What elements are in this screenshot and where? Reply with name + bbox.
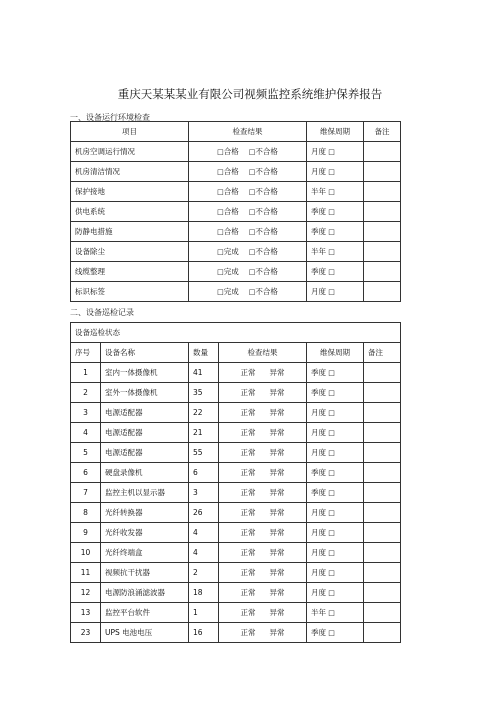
quantity-cell: 55 — [189, 443, 219, 463]
remark-cell[interactable] — [364, 583, 401, 603]
option-label: 合格 — [223, 207, 239, 216]
device-name-cell: 监控平台软件 — [101, 603, 189, 623]
table-row — [71, 202, 401, 222]
period-label: 月度 — [311, 287, 326, 296]
table-header-row — [71, 343, 401, 363]
quantity-cell: 6 — [189, 463, 219, 483]
quantity-cell: 4 — [189, 523, 219, 543]
period-label: 季度 — [311, 628, 326, 637]
checkbox-icon[interactable]: □ — [217, 168, 224, 176]
status-abnormal-label[interactable]: 异常 — [269, 508, 285, 517]
period-cell — [307, 222, 364, 242]
remark-cell[interactable] — [364, 162, 401, 182]
remark-cell[interactable] — [364, 363, 401, 383]
period-cell — [307, 262, 364, 282]
table-row — [71, 563, 401, 583]
status-abnormal-label[interactable]: 异常 — [269, 388, 285, 397]
result-cell — [219, 403, 307, 423]
period-label: 季度 — [311, 368, 326, 377]
remark-cell[interactable] — [364, 623, 401, 643]
checkbox-icon[interactable]: □ — [326, 409, 335, 417]
period-label: 半年 — [311, 187, 326, 196]
period-label: 月度 — [311, 508, 326, 517]
device-name-cell: 电源适配器 — [101, 403, 189, 423]
option-label: 完成 — [223, 247, 239, 256]
option-label: 不合格 — [255, 227, 278, 236]
table-row — [71, 242, 401, 262]
period-cell — [307, 202, 364, 222]
checkbox-icon[interactable]: □ — [248, 288, 256, 296]
serial-cell: 11 — [71, 563, 101, 583]
result-cell — [189, 222, 307, 242]
table-row — [71, 423, 401, 443]
header-cell: 维保周期 — [307, 343, 364, 363]
result-cell — [219, 383, 307, 403]
serial-cell: 10 — [71, 543, 101, 563]
checkbox-icon[interactable]: □ — [326, 228, 335, 236]
table-row — [71, 503, 401, 523]
serial-cell: 23 — [71, 623, 101, 643]
checkbox-icon[interactable]: □ — [217, 248, 224, 256]
quantity-cell: 22 — [189, 403, 219, 423]
status-normal-label[interactable]: 正常 — [240, 488, 256, 497]
period-cell — [307, 463, 364, 483]
checkbox-icon[interactable]: □ — [326, 589, 335, 597]
period-label: 月度 — [311, 528, 326, 537]
status-abnormal-label[interactable]: 异常 — [269, 408, 285, 417]
quantity-cell: 3 — [189, 483, 219, 503]
option-label: 不合格 — [255, 187, 278, 196]
item-cell: 设备除尘 — [71, 242, 189, 262]
checkbox-icon[interactable]: □ — [326, 268, 335, 276]
period-cell — [307, 583, 364, 603]
period-cell — [307, 603, 364, 623]
result-cell — [189, 162, 307, 182]
period-label: 月度 — [311, 448, 326, 457]
period-label: 季度 — [311, 207, 326, 216]
result-cell — [189, 142, 307, 162]
device-name-cell: 室外一体摄像机 — [101, 383, 189, 403]
status-abnormal-label[interactable]: 异常 — [269, 568, 285, 577]
period-label: 季度 — [311, 488, 326, 497]
table-row — [71, 182, 401, 202]
result-cell — [219, 623, 307, 643]
header-cell: 备注 — [364, 122, 401, 142]
status-normal-label[interactable]: 正常 — [240, 388, 256, 397]
table-row — [71, 483, 401, 503]
remark-cell[interactable] — [364, 403, 401, 423]
serial-cell: 6 — [71, 463, 101, 483]
serial-cell: 9 — [71, 523, 101, 543]
checkbox-icon[interactable]: □ — [217, 148, 224, 156]
period-label: 月度 — [311, 548, 326, 557]
result-cell — [189, 182, 307, 202]
quantity-cell: 26 — [189, 503, 219, 523]
status-abnormal-label[interactable]: 异常 — [269, 528, 285, 537]
result-cell — [219, 563, 307, 583]
device-name-cell: 光纤转换器 — [101, 503, 189, 523]
period-label: 月度 — [311, 568, 326, 577]
remark-cell[interactable] — [364, 503, 401, 523]
status-normal-label[interactable]: 正常 — [240, 548, 256, 557]
remark-cell[interactable] — [364, 142, 401, 162]
period-cell — [307, 242, 364, 262]
status-abnormal-label[interactable]: 异常 — [269, 448, 285, 457]
period-label: 季度 — [311, 267, 326, 276]
status-normal-label[interactable]: 正常 — [240, 448, 256, 457]
option-label: 合格 — [223, 227, 239, 236]
section1-heading: 一、设备运行环境检查 — [70, 113, 150, 122]
remark-cell[interactable] — [364, 182, 401, 202]
period-cell — [307, 182, 364, 202]
option-label: 完成 — [223, 287, 239, 296]
item-cell: 供电系统 — [71, 202, 189, 222]
period-cell — [307, 483, 364, 503]
quantity-cell: 4 — [189, 543, 219, 563]
quantity-cell: 35 — [189, 383, 219, 403]
item-cell: 保护接地 — [71, 182, 189, 202]
header-cell: 检查结果 — [189, 122, 307, 142]
period-label: 月度 — [311, 147, 326, 156]
period-cell — [307, 563, 364, 583]
checkbox-icon[interactable]: □ — [326, 429, 335, 437]
table-row — [71, 363, 401, 383]
period-label: 季度 — [311, 468, 326, 477]
table-row — [71, 162, 401, 182]
remark-cell[interactable] — [364, 423, 401, 443]
item-cell: 线缆整理 — [71, 262, 189, 282]
period-label: 半年 — [311, 608, 326, 617]
status-normal-label[interactable]: 正常 — [240, 368, 256, 377]
period-cell — [307, 543, 364, 563]
period-cell — [307, 423, 364, 443]
period-label: 半年 — [311, 247, 326, 256]
table-row — [71, 463, 401, 483]
status-normal-label[interactable]: 正常 — [240, 508, 256, 517]
section2-heading: 二、设备巡检记录 — [70, 308, 134, 317]
checkbox-icon[interactable]: □ — [217, 268, 224, 276]
result-cell — [189, 262, 307, 282]
remark-cell[interactable] — [364, 523, 401, 543]
table-row — [71, 623, 401, 643]
checkbox-icon[interactable]: □ — [326, 208, 335, 216]
result-cell — [219, 583, 307, 603]
remark-cell[interactable] — [364, 543, 401, 563]
checkbox-icon[interactable]: □ — [326, 469, 335, 477]
item-cell: 标识标签 — [71, 282, 189, 302]
device-name-cell: 光纤终端盒 — [101, 543, 189, 563]
result-cell — [219, 483, 307, 503]
status-normal-label[interactable]: 正常 — [240, 628, 256, 637]
serial-cell: 7 — [71, 483, 101, 503]
inspection-record-table-body — [71, 323, 401, 643]
option-label: 合格 — [223, 167, 239, 176]
remark-cell[interactable] — [364, 282, 401, 302]
inspection-record-table — [70, 322, 401, 643]
option-label: 合格 — [223, 187, 239, 196]
serial-cell: 2 — [71, 383, 101, 403]
checkbox-icon[interactable]: □ — [326, 489, 335, 497]
result-cell — [219, 443, 307, 463]
checkbox-icon[interactable]: □ — [326, 168, 335, 176]
header-cell: 备注 — [364, 343, 401, 363]
period-label: 季度 — [311, 388, 326, 397]
device-name-cell: 电源适配器 — [101, 443, 189, 463]
remark-cell[interactable] — [364, 463, 401, 483]
option-label: 完成 — [223, 267, 239, 276]
result-cell — [219, 463, 307, 483]
checkbox-icon[interactable]: □ — [326, 369, 335, 377]
remark-cell[interactable] — [364, 563, 401, 583]
serial-cell: 4 — [71, 423, 101, 443]
checkbox-icon[interactable]: □ — [326, 188, 335, 196]
checkbox-icon[interactable]: □ — [248, 248, 256, 256]
environment-check-table-body — [71, 122, 401, 302]
checkbox-icon[interactable]: □ — [217, 288, 224, 296]
header-cell: 序号 — [71, 343, 101, 363]
item-cell: 机房清洁情况 — [71, 162, 189, 182]
option-label: 不合格 — [255, 287, 278, 296]
header-cell: 项目 — [71, 122, 189, 142]
page-title: 重庆天某某某业有限公司视频监控系统维护保养报告 — [117, 87, 383, 101]
remark-cell[interactable] — [364, 262, 401, 282]
option-label: 合格 — [223, 147, 239, 156]
period-cell — [307, 503, 364, 523]
status-normal-label[interactable]: 正常 — [240, 528, 256, 537]
status-abnormal-label[interactable]: 异常 — [269, 608, 285, 617]
checkbox-icon[interactable]: □ — [248, 228, 256, 236]
serial-cell: 13 — [71, 603, 101, 623]
serial-cell: 3 — [71, 403, 101, 423]
option-label: 不合格 — [255, 167, 278, 176]
status-abnormal-label[interactable]: 异常 — [269, 628, 285, 637]
serial-cell: 8 — [71, 503, 101, 523]
environment-check-table — [70, 121, 401, 302]
status-normal-label[interactable]: 正常 — [240, 428, 256, 437]
result-cell — [219, 423, 307, 443]
checkbox-icon[interactable]: □ — [326, 389, 335, 397]
table-row — [71, 543, 401, 563]
checkbox-icon[interactable]: □ — [326, 549, 335, 557]
item-cell: 机房空调运行情况 — [71, 142, 189, 162]
checkbox-icon[interactable]: □ — [248, 168, 256, 176]
status-abnormal-label[interactable]: 异常 — [269, 468, 285, 477]
device-name-cell: 电源适配器 — [101, 423, 189, 443]
checkbox-icon[interactable]: □ — [217, 228, 224, 236]
checkbox-icon[interactable]: □ — [326, 629, 335, 637]
table-row — [71, 603, 401, 623]
result-cell — [189, 242, 307, 262]
device-name-cell: 电源防浪涌滤波器 — [101, 583, 189, 603]
checkbox-icon[interactable]: □ — [248, 268, 256, 276]
period-cell — [307, 162, 364, 182]
quantity-cell: 1 — [189, 603, 219, 623]
period-label: 月度 — [311, 408, 326, 417]
checkbox-icon[interactable]: □ — [326, 509, 335, 517]
table-row — [71, 142, 401, 162]
status-abnormal-label[interactable]: 异常 — [269, 488, 285, 497]
quantity-cell: 18 — [189, 583, 219, 603]
quantity-cell: 16 — [189, 623, 219, 643]
result-cell — [219, 503, 307, 523]
status-normal-label[interactable]: 正常 — [240, 608, 256, 617]
serial-cell: 12 — [71, 583, 101, 603]
result-cell — [189, 202, 307, 222]
header-cell: 维保周期 — [307, 122, 364, 142]
remark-cell[interactable] — [364, 202, 401, 222]
checkbox-icon[interactable]: □ — [248, 188, 256, 196]
period-label: 月度 — [311, 428, 326, 437]
table-row — [71, 403, 401, 423]
checkbox-icon[interactable]: □ — [217, 208, 224, 216]
period-cell — [307, 403, 364, 423]
device-name-cell: 硬盘录像机 — [101, 463, 189, 483]
checkbox-icon[interactable]: □ — [326, 288, 335, 296]
period-cell — [307, 383, 364, 403]
status-abnormal-label[interactable]: 异常 — [269, 368, 285, 377]
result-cell — [219, 363, 307, 383]
quantity-cell: 2 — [189, 563, 219, 583]
result-cell — [219, 523, 307, 543]
period-cell — [307, 523, 364, 543]
quantity-cell: 41 — [189, 363, 219, 383]
device-name-cell: 光纤收发器 — [101, 523, 189, 543]
status-normal-label[interactable]: 正常 — [240, 408, 256, 417]
period-label: 月度 — [311, 167, 326, 176]
checkbox-icon[interactable]: □ — [326, 449, 335, 457]
checkbox-icon[interactable]: □ — [326, 529, 335, 537]
status-abnormal-label[interactable]: 异常 — [269, 548, 285, 557]
table-row — [71, 583, 401, 603]
option-label: 不合格 — [255, 267, 278, 276]
table-header-row — [71, 122, 401, 142]
period-cell — [307, 282, 364, 302]
device-name-cell: 室内一体摄像机 — [101, 363, 189, 383]
table-row — [71, 282, 401, 302]
status-normal-label[interactable]: 正常 — [240, 568, 256, 577]
status-normal-label[interactable]: 正常 — [240, 468, 256, 477]
table-row — [71, 222, 401, 242]
subheading-cell: 设备巡检状态 — [71, 323, 401, 343]
period-cell — [307, 443, 364, 463]
status-abnormal-label[interactable]: 异常 — [269, 588, 285, 597]
table-subheading-row — [71, 323, 401, 343]
header-cell: 检查结果 — [219, 343, 307, 363]
device-name-cell: 监控主机以显示器 — [101, 483, 189, 503]
checkbox-icon[interactable]: □ — [326, 569, 335, 577]
remark-cell[interactable] — [364, 443, 401, 463]
period-cell — [307, 142, 364, 162]
remark-cell[interactable] — [364, 483, 401, 503]
result-cell — [219, 543, 307, 563]
period-cell — [307, 623, 364, 643]
header-cell: 设备名称 — [101, 343, 189, 363]
option-label: 不合格 — [255, 207, 278, 216]
device-name-cell: 视频抗干扰器 — [101, 563, 189, 583]
period-label: 季度 — [311, 227, 326, 236]
status-normal-label[interactable]: 正常 — [240, 588, 256, 597]
quantity-cell: 21 — [189, 423, 219, 443]
checkbox-icon[interactable]: □ — [248, 148, 256, 156]
option-label: 不合格 — [255, 247, 278, 256]
result-cell — [189, 282, 307, 302]
status-abnormal-label[interactable]: 异常 — [269, 428, 285, 437]
device-name-cell: UPS 电池电压 — [101, 623, 189, 643]
remark-cell[interactable] — [364, 222, 401, 242]
remark-cell[interactable] — [364, 383, 401, 403]
checkbox-icon[interactable]: □ — [326, 609, 335, 617]
table-row — [71, 443, 401, 463]
remark-cell[interactable] — [364, 603, 401, 623]
option-label: 不合格 — [255, 147, 278, 156]
serial-cell: 5 — [71, 443, 101, 463]
checkbox-icon[interactable]: □ — [248, 208, 256, 216]
period-label: 月度 — [311, 588, 326, 597]
serial-cell: 1 — [71, 363, 101, 383]
header-cell: 数量 — [189, 343, 219, 363]
result-cell — [219, 603, 307, 623]
checkbox-icon[interactable]: □ — [217, 188, 224, 196]
period-cell — [307, 363, 364, 383]
item-cell: 防静电措施 — [71, 222, 189, 242]
remark-cell[interactable] — [364, 242, 401, 262]
table-row — [71, 262, 401, 282]
checkbox-icon[interactable]: □ — [326, 148, 335, 156]
table-row — [71, 523, 401, 543]
table-row — [71, 383, 401, 403]
checkbox-icon[interactable]: □ — [326, 248, 335, 256]
